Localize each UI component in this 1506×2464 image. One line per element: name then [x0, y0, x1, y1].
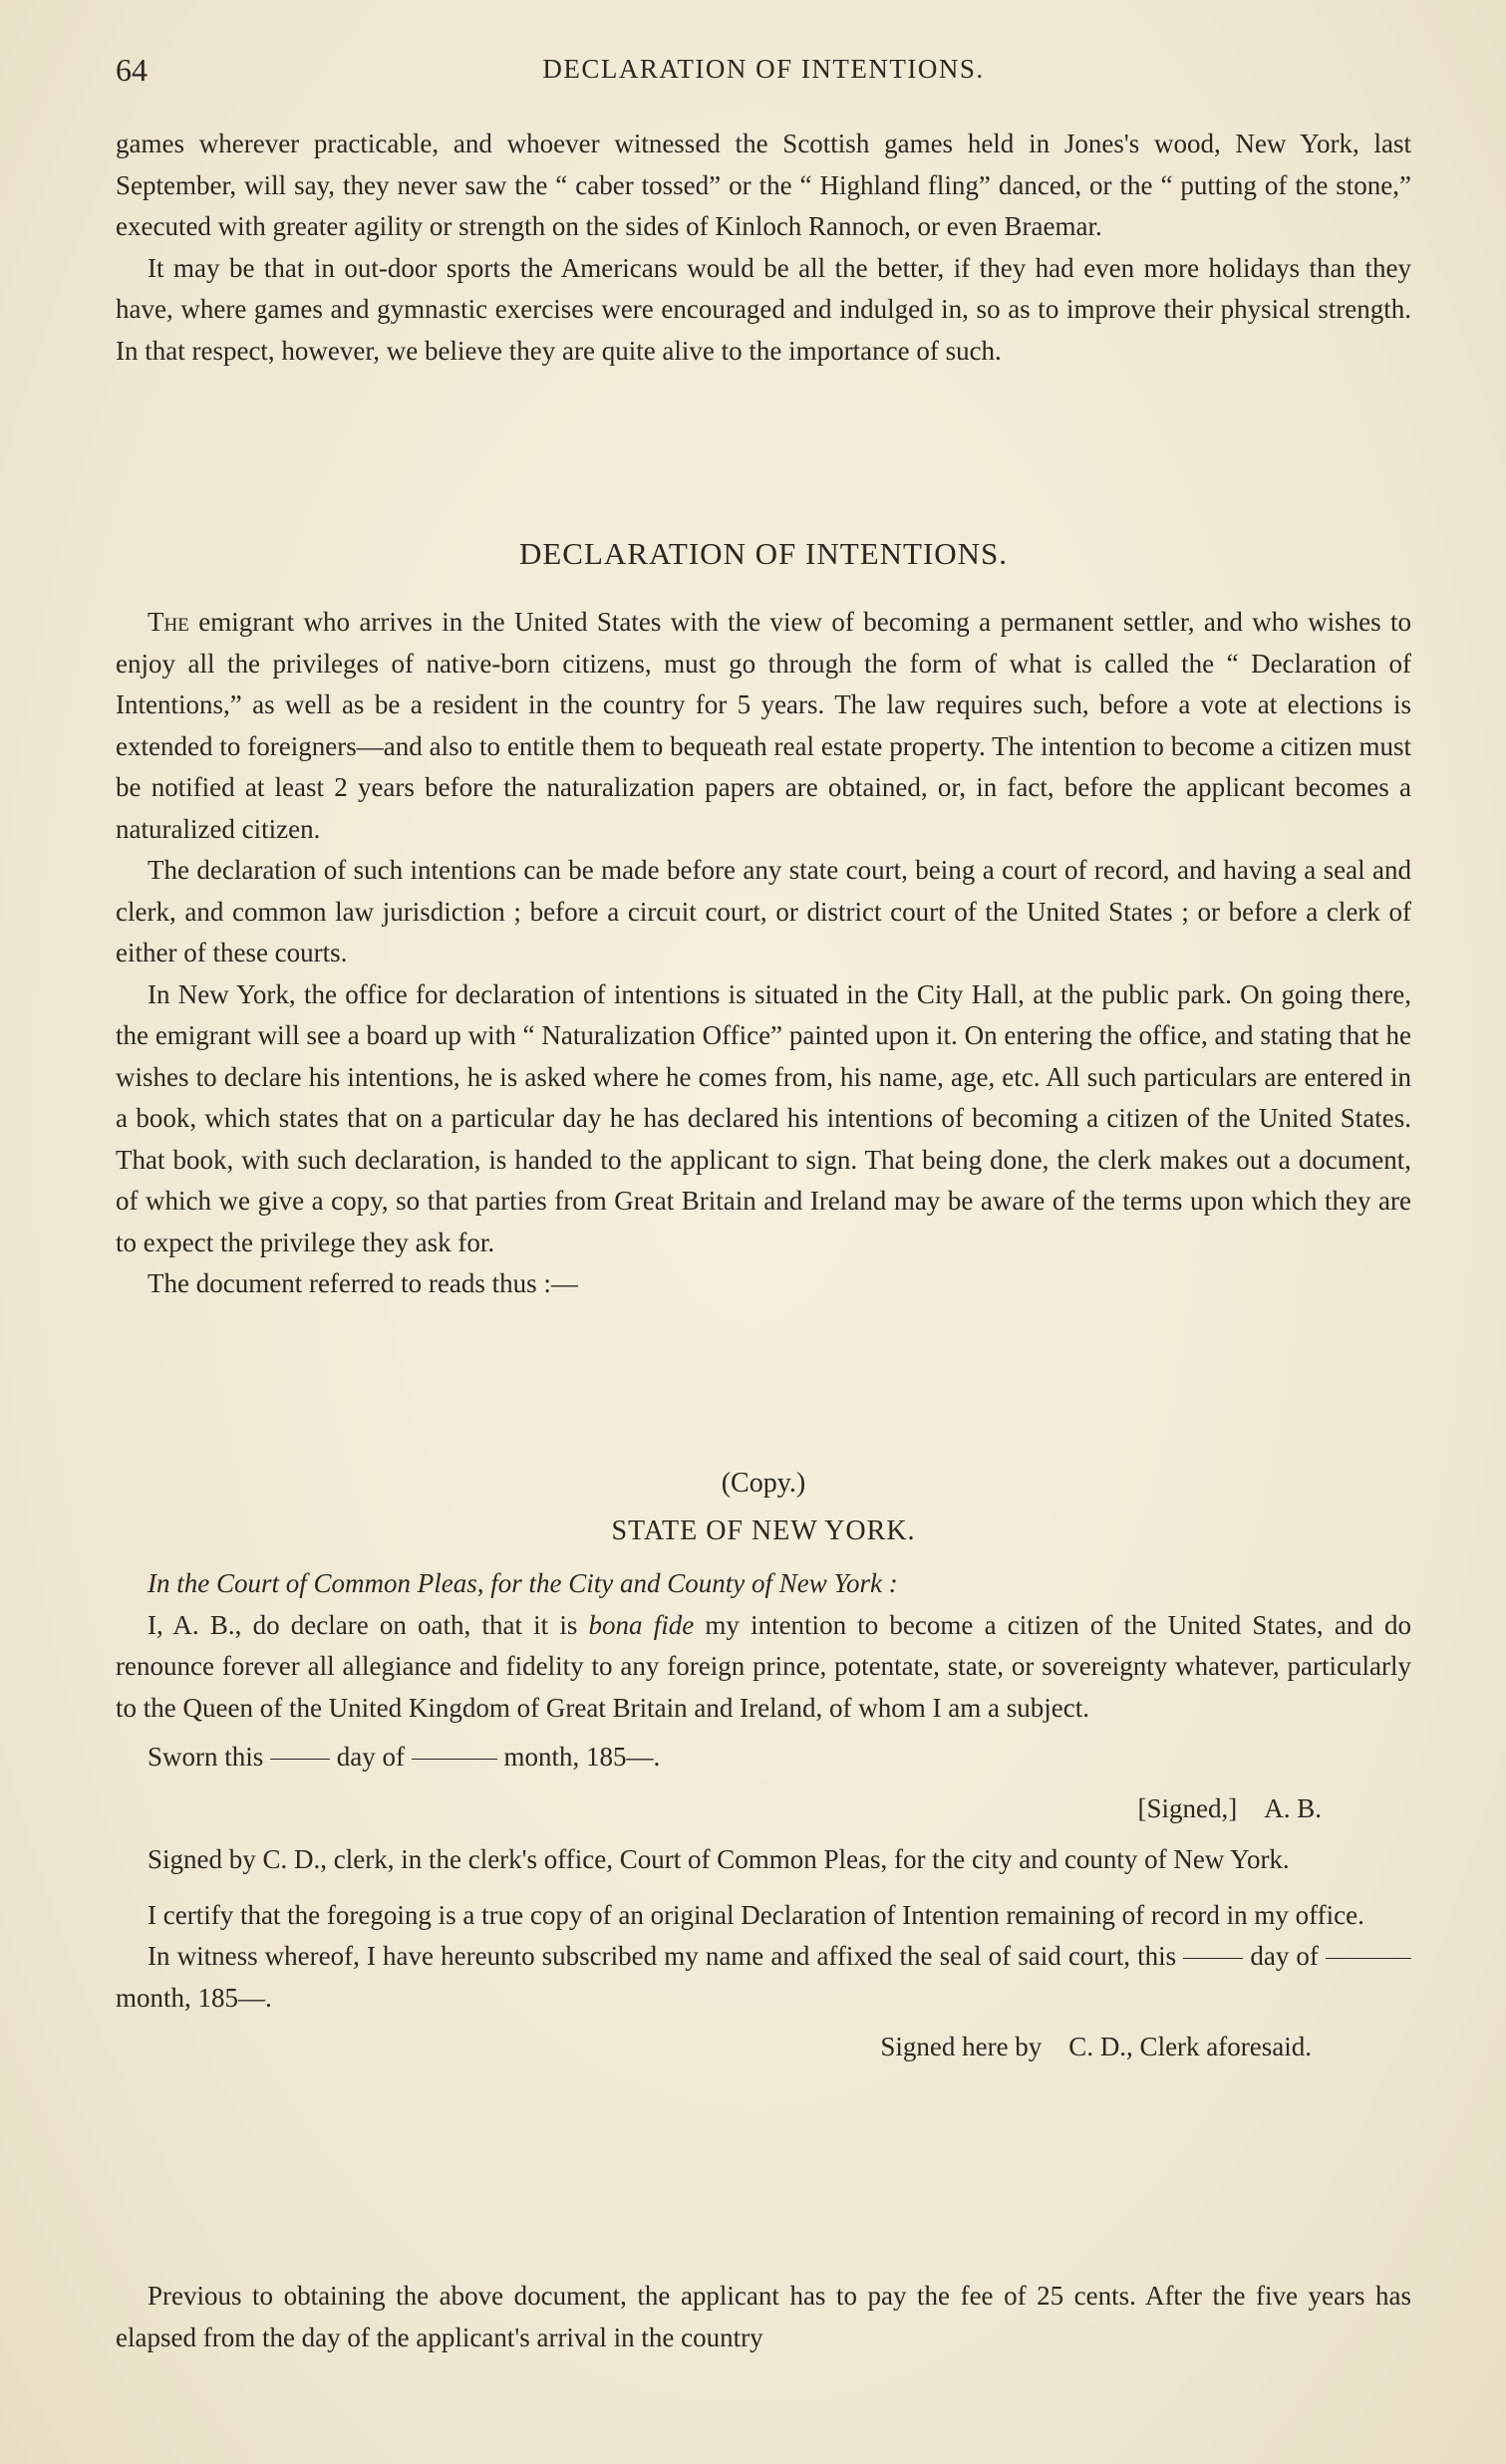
- oath-italic: bona fide: [588, 1609, 695, 1640]
- body-paragraph-3: In New York, the office for declaration of intentions is situated in the City Hall, at the public park. On going there, the emigrant will see a board up with “ Naturalization Office” painted upon it. On entering the office, and stating that he wishes to declare his intentions, he is asked where he comes from, his name, age, etc. All such particulars are entered in a book, which states that on a particular day he has declared his intentions of becoming a citizen of the United States. That book, with such declaration, is handed to the applicant to sign. That being done, the clerk makes out a document, of which we give a copy, so that parties from Great Britain and Ireland may be aware of the terms upon which they are to expect the privilege they ask for.: [116, 978, 1411, 1257]
- oath-text-a: I, A. B., do declare on oath, that it is: [148, 1609, 589, 1640]
- blank-line: [1326, 1958, 1411, 1959]
- closing-paragraph: Previous to obtaining the above document, the applicant has to pay the fee of 25 cents. After the five years has elapsed from the day of the applicant's arrival in the country: [116, 2281, 1411, 2352]
- page-header: [116, 52, 1411, 92]
- witness-text-b: day of: [1250, 1941, 1319, 1971]
- body-paragraph-1: [116, 602, 1411, 850]
- body-paragraph-4: The document referred to reads thus :—: [148, 1268, 578, 1298]
- signed-here-line: Signed here by C. D., Clerk aforesaid.: [880, 2032, 1312, 2061]
- clerk-paragraph: Signed by C. D., clerk, in the clerk's office, Court of Common Pleas, for the city and county of New York.: [148, 1844, 1290, 1874]
- blank-line: [412, 1759, 497, 1760]
- witness-paragraph: [116, 1936, 1411, 2019]
- copy-label: (Copy.): [721, 1468, 806, 1499]
- intro-section: [116, 124, 1411, 372]
- state-heading: STATE OF NEW YORK.: [611, 1514, 916, 1546]
- main-body: [116, 602, 1411, 1305]
- oath-text-b: my intention to become a citizen of the United States, and do renounce forever all allegiance and fidelity to any foreign prince, potentate, state, or sovereignty whatever, particularly to the Queen of the United Kingdom of Great Britain and Ireland, of whom I am a subject.: [116, 1609, 1411, 1723]
- court-line: [116, 1563, 1411, 1605]
- witness-text-c: month, 185—.: [116, 1982, 272, 2013]
- declaration-document: [116, 1463, 1411, 2068]
- intro-paragraph-2: It may be that in out-door sports the Americans would be all the better, if they had even more holidays than they have, where games and gymnastic exercises were encouraged and indulged in, so as to improve their physical strength. In that respect, however, we believe they are quite alive to the importance of such.: [116, 252, 1411, 366]
- sworn-text-a: Sworn this: [148, 1742, 264, 1772]
- closing-section: [116, 2276, 1411, 2358]
- sworn-text-b: day of: [336, 1742, 406, 1772]
- blank-line: [270, 1759, 330, 1760]
- witness-text-a: In witness whereof, I have hereunto subscribed my name and affixed the seal of said court, this: [148, 1941, 1177, 1971]
- section-title: DECLARATION OF INTENTIONS.: [518, 536, 1009, 571]
- intro-paragraph-1: games wherever practicable, and whoever witnessed the Scottish games held in Jones's wood, New York, last September, will say, they never saw the “ caber tossed” or the “ Highland fling” danced, or the “ putting of the stone,” executed with greater agility or strength on the sides of Kinloch Rannoch, or even Braemar.: [116, 129, 1411, 241]
- court-line-text: In the Court of Common Pleas, for the City and County of New York :: [148, 1568, 898, 1598]
- section-heading-block: [116, 536, 1411, 572]
- blank-line: [1183, 1958, 1243, 1959]
- lead-word: The: [148, 607, 189, 637]
- oath-paragraph: [116, 1605, 1411, 1730]
- body-paragraph-2: The declaration of such intentions can be made before any state court, being a court of record, and having a seal and clerk, and common law jurisdiction ; before a circuit court, or district court of the United States ; or before a clerk of either of these courts.: [116, 855, 1411, 967]
- certify-paragraph: I certify that the foregoing is a true copy of an original Declaration of Intention remaining of record in my office.: [148, 1899, 1364, 1930]
- page-number: 64: [116, 52, 148, 88]
- signature-line: [Signed,] A. B.: [1137, 1792, 1322, 1823]
- body-paragraph-1-text: emigrant who arrives in the United States with the view of becoming a permanent settler, and who wishes to enjoy all the privileges of native-born citizens, must go through the form of what is called the “ Declaration of Intentions,” as well as be a resident in the country for 5 years. The law requires such, before a vote at elections is extended to foreigners—and also to entitle them to bequeath real estate property. The intention to become a citizen must be notified at least 2 years before the naturalization papers are obtained, or, in fact, before the applicant becomes a naturalized citizen.: [116, 607, 1411, 844]
- sworn-line: [116, 1737, 1411, 1779]
- sworn-text-c: month, 185—.: [503, 1742, 661, 1772]
- running-title: DECLARATION OF INTENTIONS.: [542, 54, 985, 84]
